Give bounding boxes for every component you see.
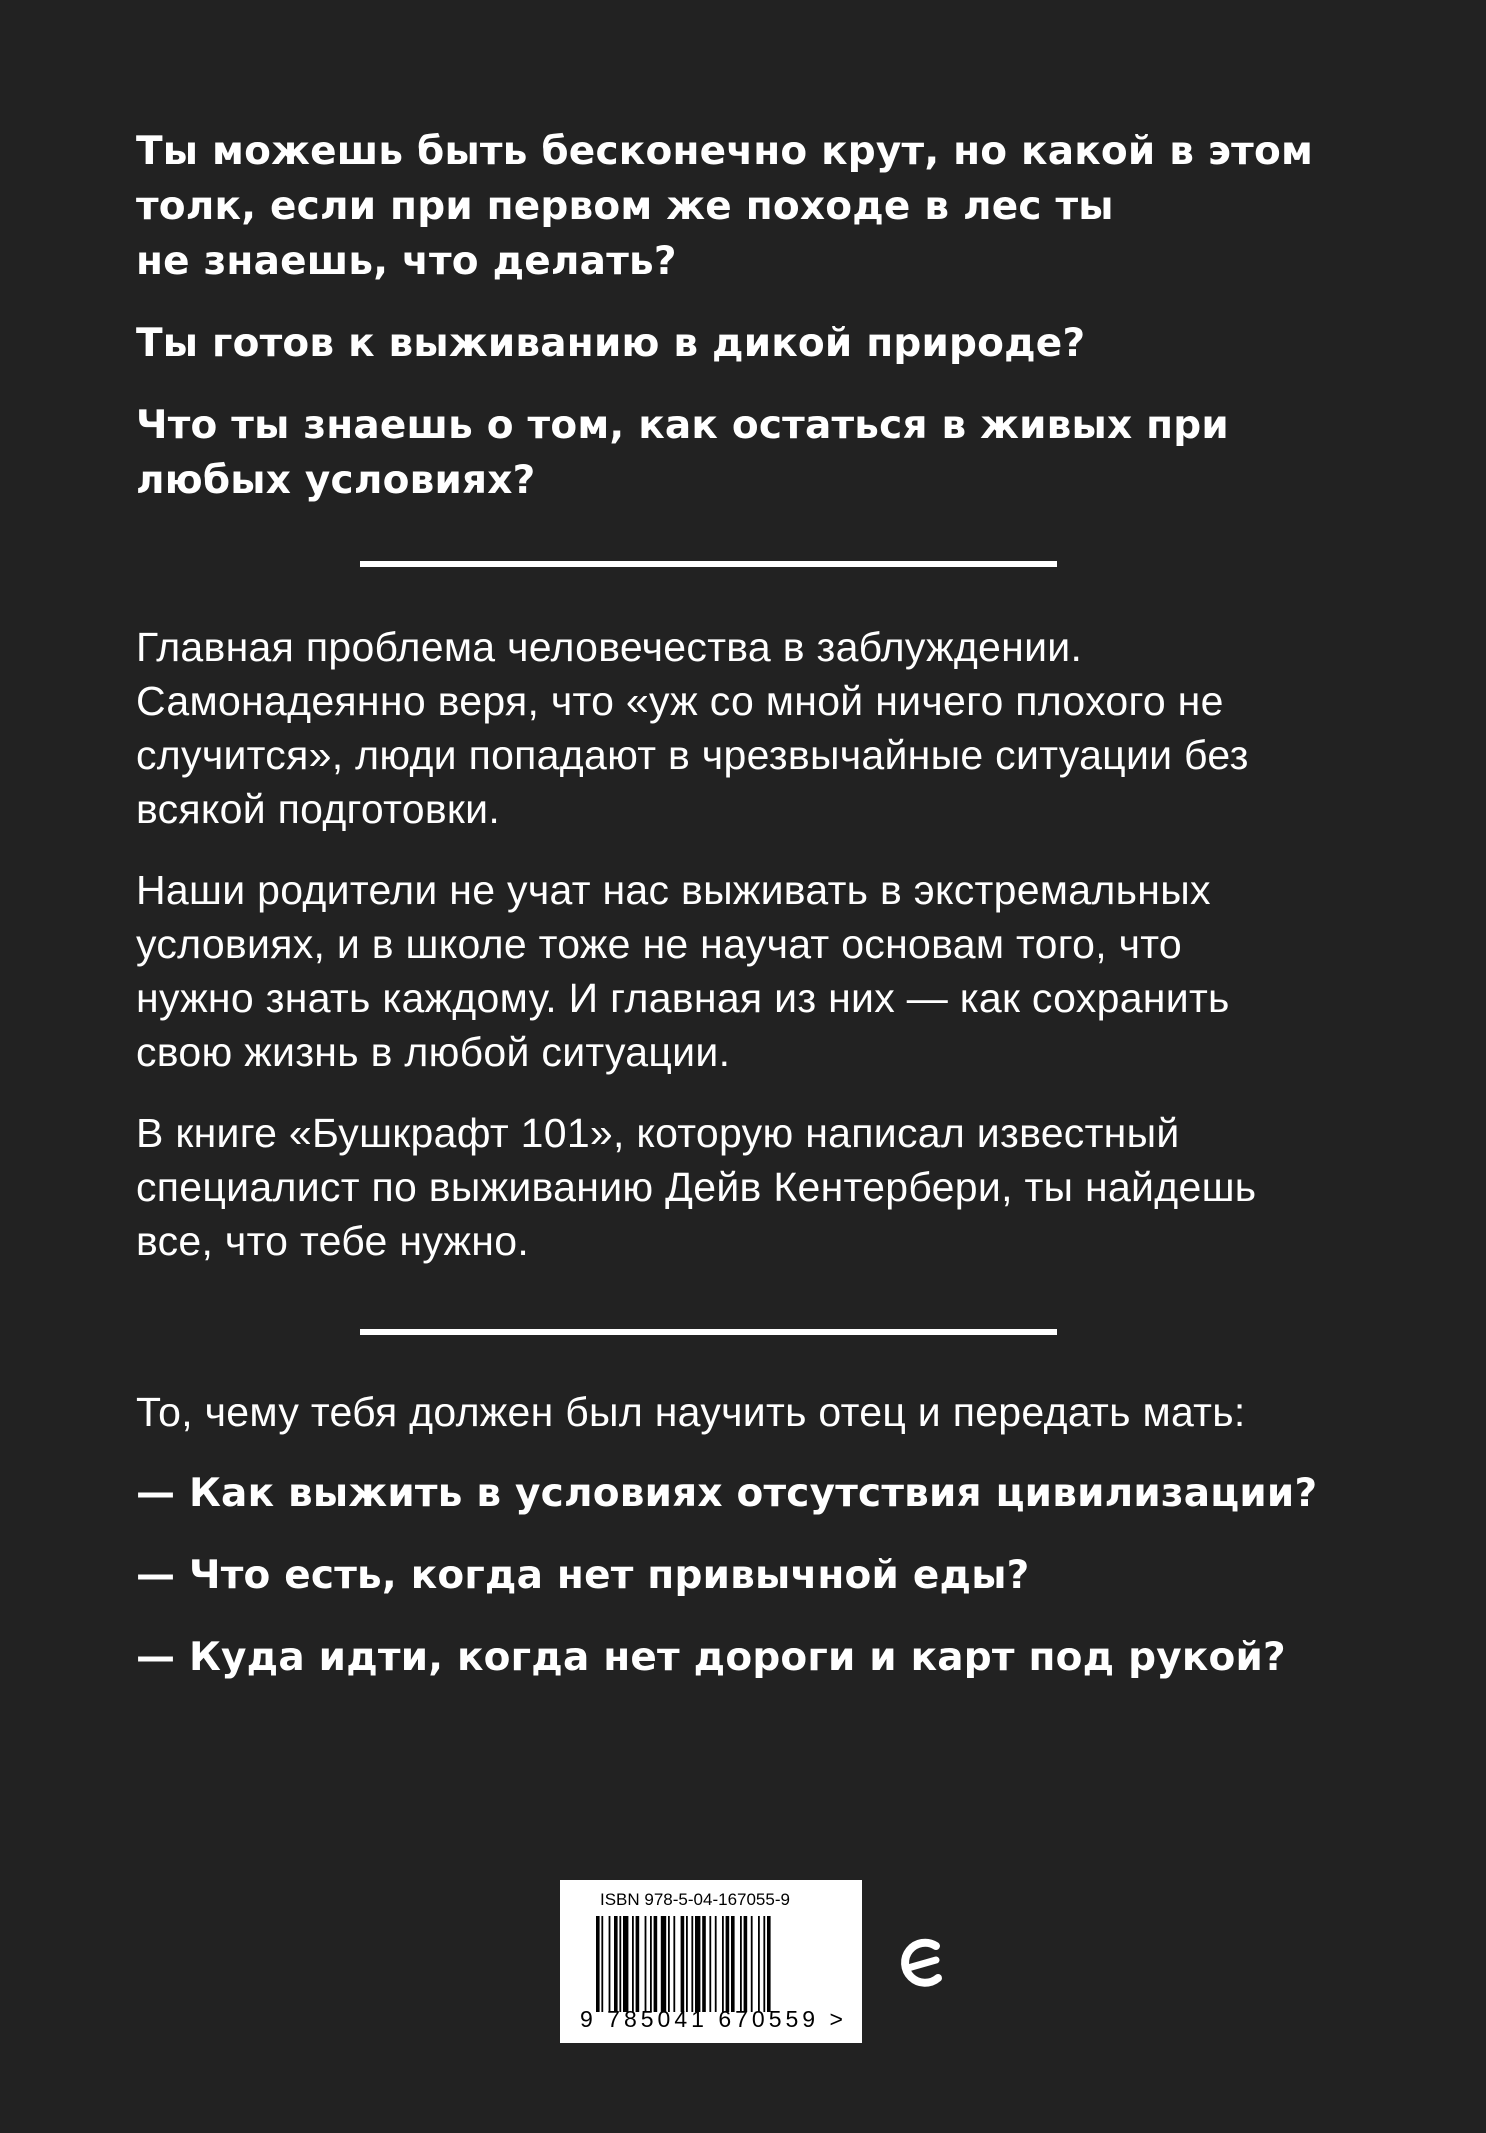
- barcode-bar: [668, 1916, 670, 2012]
- barcode-bar: [740, 1916, 742, 2012]
- barcode-bars: [596, 1916, 826, 2014]
- divider-bottom: [360, 1329, 1057, 1335]
- barcode-bar: [661, 1916, 666, 2012]
- barcode-bar: [619, 1916, 621, 2012]
- barcode-bar: [654, 1916, 658, 2012]
- barcode-bar: [609, 1916, 611, 2012]
- list-section: [136, 1385, 1376, 1712]
- barcode-bar: [767, 1916, 771, 2012]
- intro-section: [136, 124, 1356, 535]
- barcode-panel: [560, 1880, 862, 2043]
- barcode-bar: [636, 1916, 640, 2012]
- barcode-bar: [623, 1916, 628, 2012]
- intro-paragraph-1: Ты можешь быть бесконечно крут, но какой в этом толк, если при первом же походе в лес ты не знаешь, что делать?: [136, 129, 1314, 284]
- barcode-bar: [722, 1916, 724, 2012]
- barcode-bar: [702, 1916, 706, 2012]
- barcode-bar: [695, 1916, 700, 2012]
- barcode-bar: [715, 1916, 717, 2012]
- body-section: [136, 620, 1376, 1295]
- body-paragraph-2: Наши родители не учат нас выживать в экстремальных условиях, и в школе тоже не научат основам того, что нужно знать каждому. И главная из них — как сохранить свою жизнь в любой ситуации.: [136, 867, 1230, 1075]
- barcode-bar: [601, 1916, 603, 2012]
- list-lead: То, чему тебя должен был научить отец и передать мать:: [136, 1389, 1246, 1435]
- barcode-bar: [726, 1916, 730, 2012]
- body-paragraph-3: В книге «Бушкрафт 101», которую написал известный специалист по выживанию Дейв Кентербери, ты найдешь все, что тебе нужно.: [136, 1110, 1257, 1264]
- barcode-bar: [650, 1916, 652, 2012]
- barcode-digits: 9 785041 670559 >: [580, 2006, 847, 2032]
- barcode-bar: [744, 1916, 748, 2012]
- barcode-bar: [758, 1916, 760, 2012]
- barcode-bar: [686, 1916, 688, 2012]
- barcode-bar: [731, 1916, 735, 2012]
- barcode-bar: [681, 1916, 685, 2012]
- barcode-bar: [673, 1916, 675, 2012]
- intro-paragraph-3: Что ты знаешь о том, как остаться в живых при любых условиях?: [136, 403, 1229, 503]
- list-item: — Что есть, когда нет привычной еды?: [136, 1553, 1030, 1598]
- intro-paragraph-2: Ты готов к выживанию в дикой природе?: [136, 321, 1086, 366]
- list-item: — Как выжить в условиях отсутствия цивилизации?: [136, 1471, 1318, 1516]
- barcode-bar: [632, 1916, 634, 2012]
- eksmo-logo-icon: [896, 1934, 946, 2000]
- barcode-bar: [645, 1916, 647, 2012]
- divider-top: [360, 561, 1057, 567]
- barcode-bar: [709, 1916, 711, 2012]
- isbn-label: ISBN 978-5-04-167055-9: [600, 1890, 790, 1909]
- list-item: — Куда идти, когда нет дороги и карт под рукой?: [136, 1635, 1286, 1680]
- body-paragraph-1: Главная проблема человечества в заблуждении. Самонадеянно веря, что «уж со мной ничего плохого не случится», люди попадают в чрезвычайные ситуации без всякой подготовки.: [136, 624, 1249, 832]
- barcode-bar: [691, 1916, 693, 2012]
- barcode-bar: [763, 1916, 765, 2012]
- barcode-bar: [614, 1916, 618, 2012]
- barcode-bar: [596, 1916, 600, 2012]
- barcode-bar: [751, 1916, 753, 2012]
